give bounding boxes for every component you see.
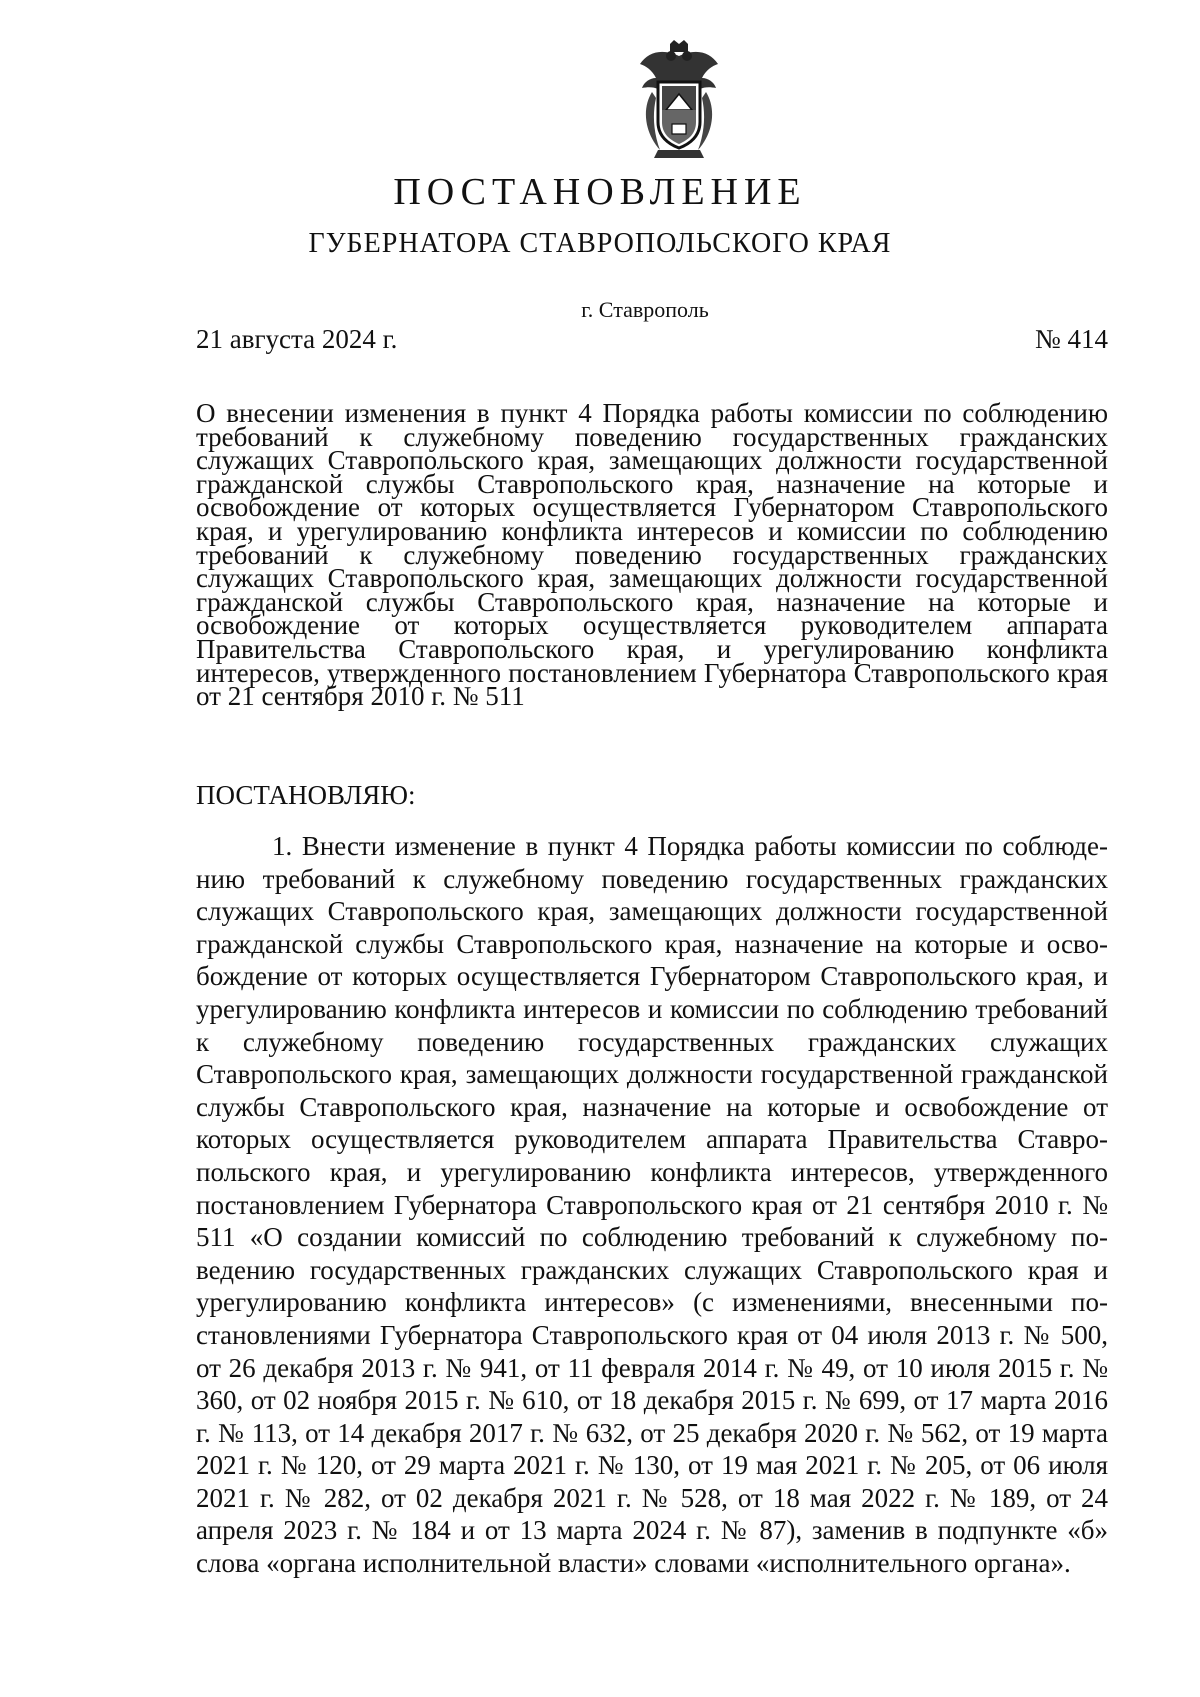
decree-heading: ПОСТАНОВЛЯЮ: [196,780,416,810]
body-paragraph-1: 1. Внести изменение в пункт 4 Порядка работы комиссии по соблюдению требований к служебному поведению государственных гражданских служащих Ставропольского края, замещающих должности государственной гражданской службы Ставропольского края, назначение на которые и освобождение от которых осуществляется Губернатором Ставропольского края, и урегулированию конфликта интересов и комиссии по соблюдению требований к служебному поведению государственных гражданских служащих Ставропольского края, замещающих должности государственной гражданской службы Ставропольского края, назначение на которые и освобождение от которых осуществляется руководителем аппарата Правительства Ставропольского края, и урегулированию конфликта интересов, утвержденного постановлением Губернатора Ставропольского края от 21 сентября 2010 г. № 511 «О создании комиссий по соблюдению требований к служебному поведению государственных гражданских служащих Ставропольского края и урегулированию конфликта интересов» (с изменениями, внесенными постановлениями Губернатора Ставропольского края от 04 июля 2013 г. № 500, от 26 декабря 2013 г. № 941, от 11 февраля 2014 г. № 49, от 10 июля 2015 г. № 360, от 02 ноября 2015 г. № 610, от 18 декабря 2015 г. № 699, от 17 марта 2016 г. № 113, от 14 декабря 2017 г. № 632, от 25 декабря 2020 г. № 562, от 19 марта 2021 г. № 120, от 29 марта 2021 г. № 130, от 19 мая 2021 г. № 205, от 06 июля 2021 г. № 282, от 02 декабря 2021 г. № 528, от 18 мая 2022 г. № 189, от 24 апреля 2023 г. № 184 и от 13 марта 2024 г. № 87), заменив в подпункте «б» слова «органа исполнительной власти» словами «исполнительного органа». [196,831,1108,1579]
document-type-title: ПОСТАНОВЛЕНИЕ [393,171,807,213]
document-date: 21 августа 2024 г. [196,324,398,354]
issuer-title: ГУБЕРНАТОРА СТАВРОПОЛЬСКОГО КРАЯ [308,228,892,259]
place-of-issue: г. Ставрополь [581,297,709,322]
coat-of-arms-icon [632,38,727,162]
document-number: № 414 [1034,324,1108,354]
document-subject: О внесении изменения в пункт 4 Порядка работы комиссии по соблюдению требований к служебному поведению государственных гражданских служащих Ставропольского края, замещающих должности государственной гражданской службы Ставропольского края, назначение на которые и освобождение от которых осуществляется Губернатором Ставропольского края, и урегулированию конфликта интересов и комиссии по соблюдению требований к служебному поведению государственных гражданских служащих Ставропольского края, замещающих должности государственной гражданской службы Ставропольского края, назначение на которые и освобождение от которых осуществляется руководителем аппарата Правительства Ставропольского края, и урегулированию конфликта интересов, утвержденного постановлением Губернатора Ставропольского края от 21 сентября 2010 г. № 511 [196,398,1108,712]
